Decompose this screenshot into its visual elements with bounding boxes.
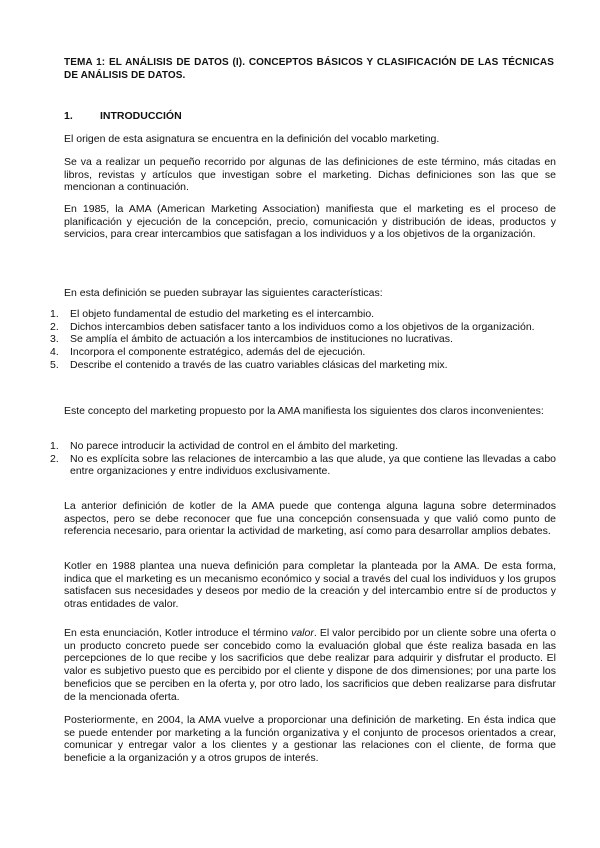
term-valor: valor — [291, 627, 314, 639]
document-title: TEMA 1: EL ANÁLISIS DE DATOS (I). CONCEPTOS BÁSICOS Y CLASIFICACIÓN DE LAS TÉCNICAS DE ANÁLISIS DE DATOS. — [64, 57, 554, 81]
list-item: 5. Describe el contenido a través de las cuatro variables clásicas del marketing mix. — [50, 358, 448, 371]
list-item: 3. Se amplía el ámbito de actuación a los intercambios de instituciones no lucrativas. — [50, 333, 453, 346]
paragraph-overview: Se va a realizar un pequeño recorrido por algunas de las definiciones de este término, más citadas en libros, revistas y artículos que investigan sobre el marketing. Dichas definiciones son las que se mencionan a continuación. — [64, 156, 556, 194]
paragraph-characteristics-intro: En esta definición se pueden subrayar las siguientes características: — [64, 287, 383, 299]
list-item: 2. No es explícita sobre las relaciones de intercambio a las que alude, ya que contiene las llevadas a cabo entre organizaciones y entre individuos exclusivamente. — [50, 452, 556, 478]
list-item: 4. Incorpora el componente estratégico, además del de ejecución. — [50, 346, 366, 359]
characteristics-list — [50, 308, 556, 372]
paragraph-ama-1985: En 1985, la AMA (American Marketing Association) manifiesta que el marketing es el proceso de planificación y ejecución de la concepción, precio, comunicación y distribución de ideas, productos y servicios, para crear intercambios que satisfagan a los individuos y a los objetivos de la organización. — [64, 203, 556, 241]
paragraph-origin: El origen de esta asignatura se encuentra en la definición del vocablo marketing. — [64, 133, 440, 145]
section-number: 1. — [64, 110, 73, 122]
paragraph-value: En esta enunciación, Kotler introduce el término valor. El valor percibido por un cliente sobre una oferta o un producto concreto puede ser concebido como la evaluación global que éste realiza basada en las percepciones de lo que recibe y los sacrificios que debe realizar para adquirir y disfrutar el producto. El valor es subjetivo puesto que es percibido por el cliente y dispone de dos dimensiones; por una parte los beneficios que se perciben en la oferta y, por otro lado, los sacrificios que deben realizarse para disfrutar de la mencionada oferta. — [64, 627, 556, 703]
paragraph-ama-2004: Posteriormente, en 2004, la AMA vuelve a proporcionar una definición de marketing. En ésta indica que se puede entender por marketing a la función organizativa y el conjunto de procesos orientados a crear, comunicar y entregar valor a los clientes y a gestionar las relaciones con el cliente, de forma que beneficie a la organización y a otros grupos de interés. — [64, 714, 556, 765]
list-item: 2. Dichos intercambios deben satisfacer tanto a los individuos como a los objetivos de la organización. — [50, 320, 535, 333]
section-heading — [64, 110, 182, 122]
list-item: 1. No parece introducir la actividad de control en el ámbito del marketing. — [50, 440, 399, 452]
paragraph-kotler-ama-critique: La anterior definición de kotler de la AMA puede que contenga alguna laguna sobre determinados aspectos, pero se debe reconocer que fue una concepción consensuada y que valió como punto de referencia necesario, para orientar la actividad de marketing, así como para desarrollar amplios debates. — [64, 500, 556, 538]
section-label: INTRODUCCIÓN — [100, 110, 182, 122]
paragraph-drawbacks-intro: Este concepto del marketing propuesto por la AMA manifiesta los siguientes dos claros inconvenientes: — [64, 405, 544, 417]
paragraph-kotler-1988: Kotler en 1988 plantea una nueva definición para completar la planteada por la AMA. De esta forma, indica que el marketing es un mecanismo económico y social a través del cual los individuos y los grupos satisfacen sus necesidades y deseos por medio de la creación y del intercambio entre sí de productos y otras entidades de valor. — [64, 560, 556, 611]
list-item: 1. El objeto fundamental de estudio del marketing es el intercambio. — [50, 308, 375, 320]
drawbacks-list — [50, 440, 556, 478]
